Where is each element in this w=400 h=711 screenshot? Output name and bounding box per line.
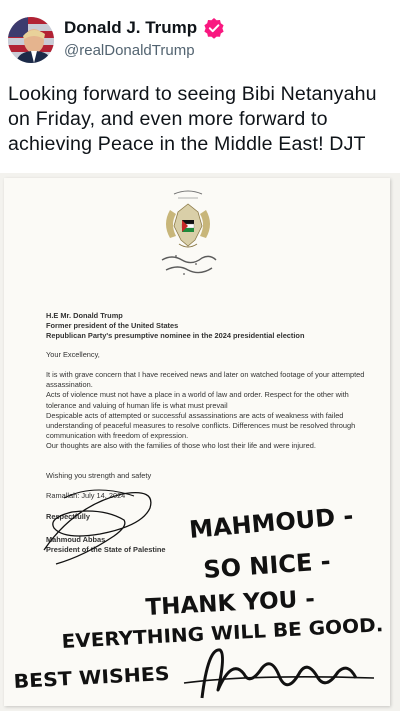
post-text: Looking forward to seeing Bibi Netanyahu on Friday, and even more forward to achieving Peace in the Middle East! DJT (8, 83, 377, 155)
letter-document (4, 178, 390, 706)
letter-place-date: Ramallah: July 14, 2024 (46, 491, 126, 500)
handwriting-line: SO NICE - (202, 547, 332, 584)
trump-signature (202, 650, 356, 698)
handwritten-note (4, 178, 390, 706)
post-header (0, 0, 400, 76)
handwriting-line: THANK YOU - (144, 586, 316, 621)
letter-paragraph: It is with grave concern that I have received news and later on watched footage of your attempted assassination. (46, 370, 365, 390)
handwriting-line: EVERYTHING WILL BE GOOD. (61, 615, 368, 653)
letter-salutation: Your Excellency, (46, 350, 100, 359)
handwriting-line: MAHMOUD - (188, 501, 355, 544)
letter-paragraph: Acts of violence must not have a place in a world of law and order. Respect for the other with tolerance and valuing of human life is what must prevail (46, 390, 349, 410)
post-image[interactable] (0, 173, 400, 711)
letter-recipient-role: Republican Party's presumptive nominee in the 2024 presidential election (46, 331, 305, 340)
letter-wishes: Wishing you strength and safety (46, 471, 152, 480)
letter-paragraph: Our thoughts are also with the families of those who lost their life and were injured. (46, 441, 316, 451)
letter-recipient: H.E Mr. Donald Trump (46, 311, 123, 320)
letter-signatory-title: President of the State of Palestine (46, 545, 166, 554)
author-handle[interactable]: @realDonaldTrump (64, 42, 195, 59)
verified-badge-icon (203, 17, 225, 39)
avatar[interactable] (8, 17, 54, 63)
letter-closing: Respectfully (46, 512, 90, 521)
letter-signatory: Mahmoud Abbas (46, 535, 106, 544)
avatar-image (8, 17, 54, 63)
author-name[interactable]: Donald J. Trump (64, 18, 198, 37)
letter-recipient-title: Former president of the United States (46, 321, 179, 330)
handwriting-line: BEST WISHES (13, 663, 160, 693)
letter-paragraph: Despicable acts of attempted or successful assassinations are acts of weakness with failed understanding of peaceful measures to resolve conflicts. Differences must be resolved through communication with freedom of expression. (46, 410, 356, 441)
